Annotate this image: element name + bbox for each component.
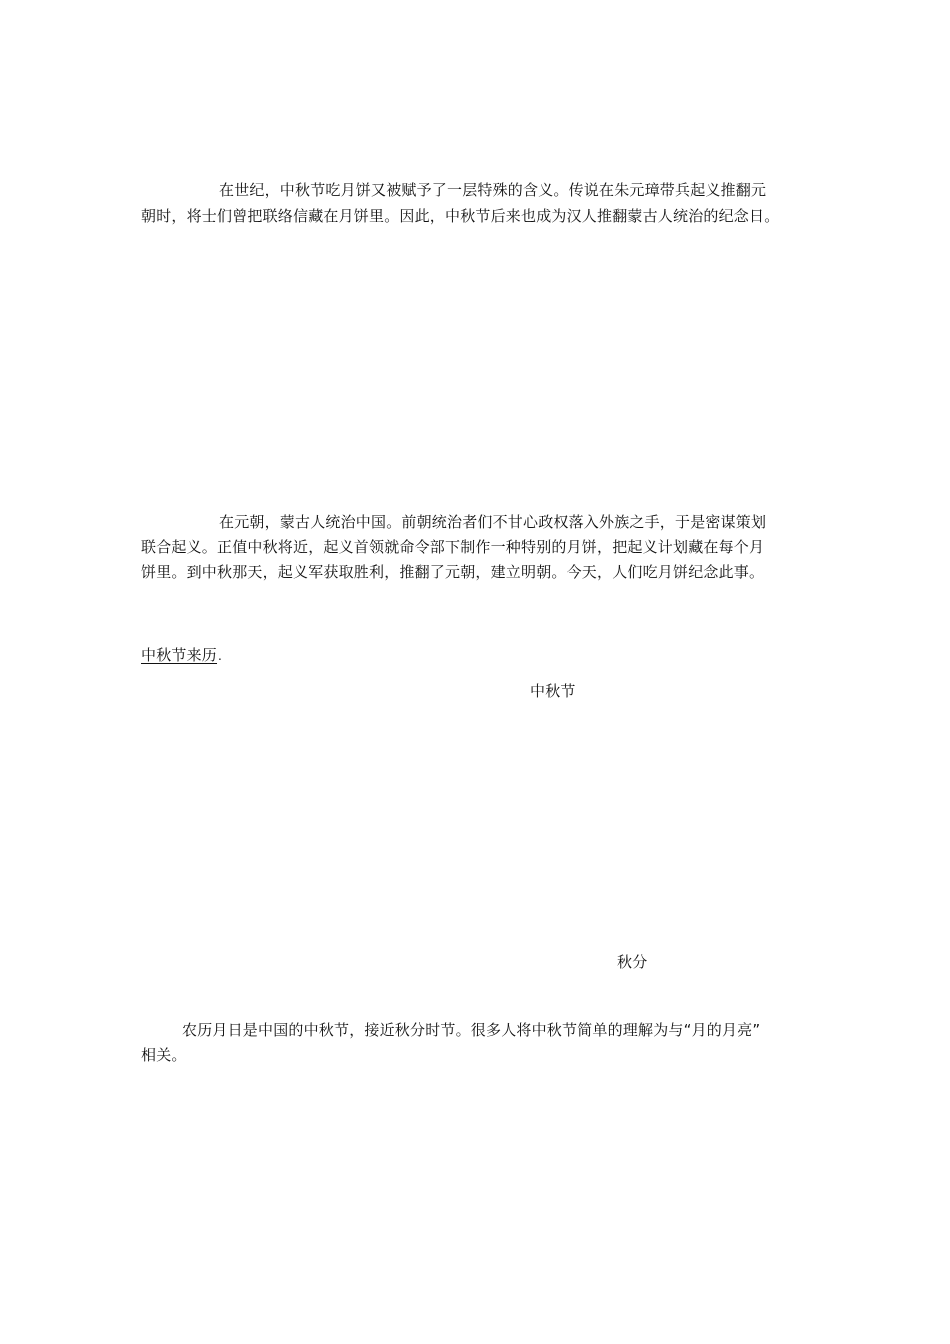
- paragraph-line: 联合起义。正值中秋将近，起义首领就命令部下制作一种特别的月饼，把起义计划藏在每个月: [141, 538, 765, 556]
- paragraph-line: 朝时，将士们曾把联络信藏在月饼里。因此，中秋节后来也成为汉人推翻蒙古人统治的纪念日。: [141, 207, 780, 225]
- paragraph-line: 饼里。到中秋那天，起义军获取胜利，推翻了元朝，建立明朝。今天，人们吃月饼纪念此事。: [141, 563, 765, 581]
- origin-link[interactable]: 中秋节来历: [141, 646, 218, 664]
- paragraph-line: 在元朝，蒙古人统治中国。前朝统治者们不甘心政权落入外族之手，于是密谋策划: [219, 513, 767, 531]
- heading-suffix: .: [218, 649, 223, 663]
- label-mid-autumn: 中秋节: [530, 682, 576, 700]
- paragraph-line: 在世纪，中秋节吃月饼又被赋予了一层特殊的含义。传说在朱元璋带兵起义推翻元: [219, 181, 767, 199]
- section-heading: [141, 646, 222, 665]
- paragraph-line: 相关。: [141, 1046, 187, 1064]
- label-autumn-equinox: 秋分: [617, 953, 648, 971]
- paragraph-line: 农历月日是中国的中秋节，接近秋分时节。很多人将中秋节简单的理解为与“月的月亮”: [182, 1021, 761, 1039]
